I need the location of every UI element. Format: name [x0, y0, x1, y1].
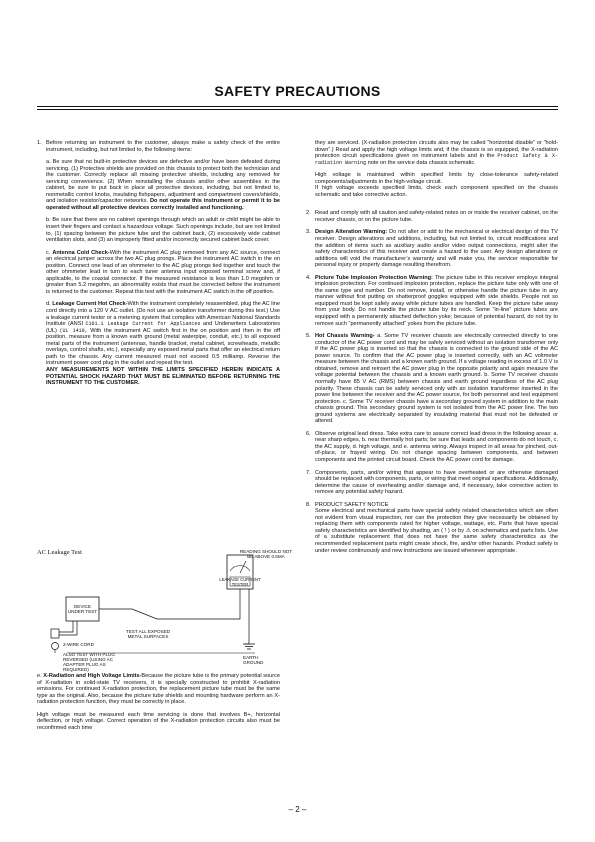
item-1d-text-3: With the instrument AC switch first in the on position and then in the off position, measure from a known earth ground (metal waterpipe, conduit, etc.) to all exposed metal parts of the instrument (antennas, handle bracket, metal cabinet, screwheads, metallic overlays, control shafts, etc.), especially any exposed metal parts that offer an electrical return path to the chassis. Any current measured must not exceed 0.5 milliamp. Reverse the instrument power cord plug in the outlet and repeat the test. [46, 327, 281, 367]
item-1 [37, 140, 280, 393]
item-1d-lead: Leakage Current Hot Check- [52, 301, 128, 308]
title-rule-bottom [37, 109, 558, 110]
item-number: 5. [306, 333, 311, 340]
item-1-continued [306, 140, 558, 204]
page-title: SAFETY PRECAUTIONS [214, 83, 381, 99]
item-1d [46, 301, 280, 386]
item-1d-standard-ul: (UL 1410, [59, 327, 88, 334]
item-number: 4. [306, 274, 311, 281]
item-1a-warning: Do not operate this instrument or permit it to be operated without all protective devices correctly installed and functioning. [46, 198, 281, 211]
left-column [37, 140, 280, 399]
right-column [306, 140, 558, 560]
item-1-intro: Before returning an instrument to the customer, always make a safety check of the entire instrument, including, but not limited to, the following items: [46, 140, 280, 153]
item-6 [306, 431, 558, 464]
continued-note-name: Product Safety & X-radiation Warning [315, 153, 558, 166]
item-3-lead: Design Alteration Warning: [315, 229, 388, 236]
item-4 [306, 275, 558, 327]
diagram-device-label: DEVICE UNDER TEST [67, 604, 98, 614]
item-6-text: Observe original lead dress. Take extra care to assure correct lead dress in the following areas: a. near sharp edges, b. near thermally hot parts; be sure that leads and components do not touch, c. the AC supply, d. high voltage, and e. antenna wiring. Always inspect in all areas for pinched, out-of-place, or frayed wiring. Do not change spacing between components, and between components and the printed circuit board. Check the AC power cord for damage. [315, 430, 558, 463]
diagram-cord-label: 2-WIRE CORD [63, 642, 94, 647]
item-1d-standard-ansi: C101.1 Leakage Current for Appliances [85, 321, 201, 328]
item-5-text: a. Some TV receiver chassis are electrically connected directly to one conductor of the AC power cord and may be safely serviced without an isolation transformer only if the AC power plug is inserted so that the chassis is connected to the ground side of the AC power source. To confirm that the AC power plug is inserted correctly, with an AC voltmeter measure between the chassis and a known earth ground. If a voltage reading in excess of 1.0 V is obtained, remove and reinsert the AC power plug in the opposite polarity and again measure the voltage potential between the chassis and a known earth ground. b. Some TV receiver chassis normally have 85 V AC (RMS) between chassis and earth ground regardless of the AC plug polarity. These chassis can be safely serviced only with an isolation transformer inserted in the power line between the receiver and the AC power source, for both personnel and test equipment protection. c. Some TV receiver chassis have a secondary ground system in addition to the main chassis ground. This secondary ground system is not isolated from the AC power line. The two ground systems are electrically separated by insulating material that must not be defeated or altered. [315, 333, 558, 425]
item-5-lead: Hot Chassis Warning- [315, 333, 375, 340]
item-1d-warning: ANY MEASUREMENTS NOT WITHIN THE LIMITS SPECIFIED HEREIN INDICATE A POTENTIAL SHOCK HAZARD THAT MUST BE ELIMINATED BEFORE RETURNING THE INSTRUMENT TO THE CUSTOMER. [46, 366, 280, 387]
item-1c-text: With the instrument AC plug removed from any AC source, connect an electrical jumper across the two AC plug prongs. Place the instrument AC switch in the on position. Connect one lead of an ohmmeter to the AC plug prongs tied together and touch the other ohmmeter lead in turn to each tuner antenna input exposed terminal screw and, if applicable, to the coaxial connector. If the measured resistance is less than 1.0 megohm or greater than 5.2 megohm, an abnormality exists that must be corrected before the instrument is returned to the customer. Repeat this test with the instrument AC switch in the off position. [46, 249, 280, 295]
item-7 [306, 470, 558, 496]
two-wire-cord [59, 621, 73, 632]
item-1a [46, 159, 280, 211]
item-number: 7. [306, 469, 311, 476]
item-1d-text-2: and Underwriters Laboratories (UL) [46, 321, 280, 334]
item-2-text: Read and comply with all caution and safety-related notes on or inside the receiver cabinet, on the receiver chassis, or on the picture tube. [315, 210, 558, 223]
diagram-reading-label: READING SHOULD NOT BE ABOVE 0.5MA [239, 549, 293, 559]
item-number: 1. [37, 140, 42, 146]
item-8 [306, 502, 558, 554]
item-1d-prefix: d. [46, 301, 51, 308]
item-1c [46, 250, 280, 296]
item-3 [306, 229, 558, 268]
outlet-icon [52, 643, 59, 650]
item-1c-prefix: c. [46, 249, 51, 256]
item-8-lead: PRODUCT SAFETY NOTICE [315, 501, 389, 508]
item-number: 8. [306, 501, 311, 508]
diagram-earth-label: EARTH GROUND [243, 655, 264, 665]
diagram-surfaces-label: TEST ALL EXPOSED METAL SURFACES [125, 629, 171, 639]
item-number: 2. [306, 210, 311, 217]
continued-text-1: they are serviced. (X-radiation protection circuits also may be called “horizontal disable” or “hold-down”.) Read and apply the high voltage limits and, if the chassis is so equipped, the X-radiation protection circuit specifications given on instrument labels and in the [315, 140, 558, 160]
item-4-text: The picture tube in this receiver employs integral implosion protection. For continued implosion protection, replace the picture tube only with one of the same type and number. Do not remove, install, or otherwise handle the picture tube in any manner without first putting on shatterproof goggles equipped with side shields. People not so equipped must be kept safely away while picture tubes are handled. Keep the picture tube away from your body. Do not handle the picture tube by its neck. Some “in-line” picture tubes are equipped with a permanently attached deflection yoke; because of potential hazard, do not try to remove such “permanently attached” yokes from the picture tube. [315, 274, 558, 327]
item-number: 3. [306, 229, 311, 236]
item-5 [306, 333, 558, 425]
ac-leakage-test-diagram [37, 549, 293, 672]
item-1a-text: a. Be sure that no built-in protective devices are defective and/or have been defeated during servicing. (1) Protective shields are provided on this chassis to protect both the technician and the customer. Correctly replace all missing protective shields, including any removed for servicing convenience. (2) When reinstalling the chassis and/or other assemblies in the cabinet, be sure to put back in place all protective devices, including, but not limited to, nonmetallic control knobs, insulating fishpapers, adjustment and compartment covers/shields, and isolation resistor/capacitor networks. [46, 159, 280, 205]
item-2 [306, 210, 558, 223]
item-number: 6. [306, 430, 311, 437]
item-8-text: Some electrical and mechanical parts have special safety related characteristics which are often not evident from visual inspection, nor can the protection they give necessarily be obtained by replacing them with components rated for higher voltage, wattage, etc. Parts that have special safety characteristics are identified by shading, an ( ! ) or by ⚠ on schematics and parts lists. Use of a substitute replacement that does not have the same safety characteristics as the recommended replacement parts might create shock, fire, and/or other hazards. Product safety is under review continuously and new instructions are issued whenever appropriate. [315, 508, 558, 554]
title-rule-top [37, 106, 558, 107]
diagram-plug-label: ALSO TEST WITH PLUG REVERSED (USING AC ADAPTER PLUG AS REQUIRED) [63, 652, 115, 672]
continued-text-1-end: note on the service data chassis schematic. [367, 159, 476, 166]
item-3-text: Do not alter or add to the mechanical or electrical design of this TV receiver. Design alterations and additions, including, but not limited to, circuit modifications and the addition of items such as auxiliary audio and/or video output connections, might alter the safety characteristics of this receiver and create a hazard to the user. Any design alterations or additions will void the manufacturer’s warranty and will make you, the servicer responsible for personal injury or property damage resulting therefrom. [315, 229, 558, 269]
item-1e-text-2: High voltage must be measured each time servicing is done that involves B+, horizontal deflection, or high voltage. Correct operation of the X-radiation protection circuits also must be reconfirmed each time [37, 711, 280, 731]
item-1e-lead: X-Radiation and High Voltage Limits- [43, 673, 142, 679]
item-1e [37, 673, 280, 731]
ground-lead [245, 589, 249, 644]
page-number: – 2 – [288, 805, 307, 814]
diagram-tester-label: LEAKAGE CURRENT TESTER [219, 577, 261, 587]
item-1e-prefix: e. [37, 673, 42, 679]
item-1c-lead: Antenna Cold Check- [52, 249, 110, 256]
probe-lead [99, 589, 240, 619]
tester-dial [230, 566, 250, 571]
continued-para-1 [315, 140, 558, 166]
item-1d-text-1: With the instrument completely reassembled, plug the AC line cord directly into a 120 V AC outlet. (Do not use an isolation transformer during this test.) Use a leakage current tester or a metering system that complies with American National Standards Institute (ANSI [46, 301, 280, 328]
continued-para-3: If high voltage exceeds specified limits, check each component specified on the chassis schematic and take corrective action. [315, 185, 558, 198]
item-1b: b. Be sure that there are no cabinet openings through which an adult or child might be able to insert their fingers and contact a hazardous voltage. Such openings include, but are not limited to, (1) spacing between the picture tube and the cabinet back, (2) excessively wide cabinet ventilation slots, and (3) an improperly fitted and/or incorrectly secured cabinet back cover. [46, 217, 280, 244]
diagram-title: AC Leakage Test [37, 549, 82, 556]
ac-plug [51, 629, 59, 638]
item-7-text: Components, parts, and/or wiring that appear to have overheated or are otherwise damaged should be replaced with components, parts, or wiring that meet original specifications. Additionally, determine the cause of overheating and/or damage and, if necessary, take corrective action to remove any potential safety hazard. [315, 469, 558, 496]
item-4-lead: Picture Tube Implosion Protection Warning: [315, 274, 433, 281]
item-1e-text-1: Because the picture tube is the primary potential source of X-radiation in solid-state TV receivers, it is specially constructed to prohibit X-radiation emissions. For continued X-radiation protection, the replacement picture tube must be the same type as the original. Also, because the picture tube shields and mounting hardware perform an X-radiation protection function, they must be correctly in place. [37, 673, 280, 706]
continued-para-2: High voltage is maintained within specified limits by close-tolerance safety-related components/adjustments in the high-voltage circuit. [315, 172, 558, 185]
